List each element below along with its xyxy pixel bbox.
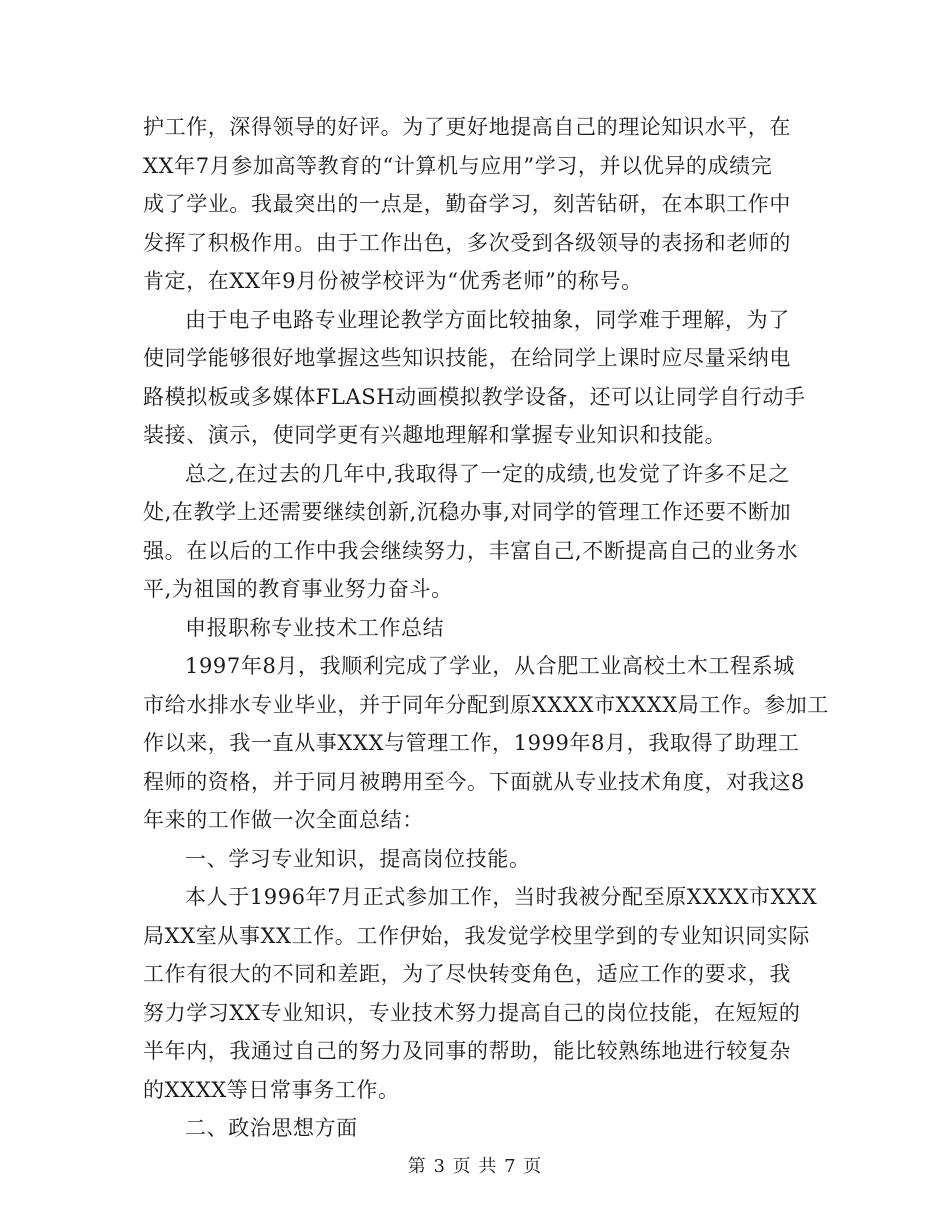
subheading-text: 一、学习专业知识，提高岗位技能。 bbox=[185, 846, 531, 871]
text-line: 发挥了积极作用。由于工作出色，多次受到各级领导的表扬和老师的 bbox=[143, 230, 791, 255]
text-line: 总之,在过去的几年中,我取得了一定的成绩,也发觉了许多不足之 bbox=[185, 461, 791, 486]
text-line: 护工作，深得领导的好评。为了更好地提高自己的理论知识水平，在 bbox=[143, 115, 791, 139]
paragraph-2 bbox=[143, 301, 811, 455]
section-title-text: 申报职称专业技术工作总结 bbox=[185, 615, 445, 640]
section-title bbox=[143, 609, 811, 648]
text-line: 局XX室从事XX工作。工作伊始，我发觉学校里学到的专业知识同实际 bbox=[143, 923, 810, 948]
text-line: 成了学业。我最突出的一点是，勤奋学习，刻苦钻研，在本职工作中 bbox=[143, 192, 791, 216]
paragraph-5 bbox=[143, 647, 829, 840]
text-line: 市给水排水专业毕业，并于同年分配到原XXXX市XXXX局工作。参加工 bbox=[143, 692, 829, 717]
text-line: 装接、演示，使同学更有兴趣地理解和掌握专业知识和技能。 bbox=[143, 423, 727, 447]
paragraph-3 bbox=[143, 455, 811, 609]
document-body bbox=[143, 108, 829, 1148]
text-line: 处,在教学上还需要继续创新,沉稳办事,对同学的管理工作还要不断加 bbox=[143, 500, 792, 524]
text-line: 1997年8月，我顺利完成了学业，从合肥工业高校土木工程系城 bbox=[185, 654, 795, 678]
text-line: 作以来，我一直从事XXX与管理工作，1999年8月，我取得了助理工 bbox=[143, 731, 800, 755]
page-number-footer: 第 3 页 共 7 页 bbox=[407, 1156, 543, 1177]
text-line: 的XXXX等日常事务工作。 bbox=[143, 1077, 400, 1102]
text-line: 半年内，我通过自己的努力及同事的帮助，能比较熟练地进行较复杂 bbox=[143, 1039, 791, 1063]
paragraph-7 bbox=[143, 878, 818, 1109]
text-line: 路模拟板或多媒体FLASH动画模拟教学设备，还可以让同学自行动手 bbox=[143, 384, 806, 409]
subheading-text: 二、政治思想方面 bbox=[185, 1116, 358, 1140]
text-line: 年来的工作做一次全面总结： bbox=[143, 808, 424, 832]
text-line: XX年7月参加高等教育的“计算机与应用”学习，并以优异的成绩完 bbox=[143, 153, 773, 178]
subheading-2 bbox=[143, 1109, 811, 1148]
paragraph-1 bbox=[143, 108, 811, 301]
text-line: 工作有很大的不同和差距，为了尽快转变角色，适应工作的要求，我 bbox=[143, 962, 791, 986]
text-line: 平,为祖国的教育事业努力奋斗。 bbox=[143, 577, 453, 601]
text-line: 本人于1996年7月正式参加工作，当时我被分配至原XXXX市XXX bbox=[185, 885, 818, 909]
text-line: 使同学能够很好地掌握这些知识技能，在给同学上课时应尽量采纳电 bbox=[143, 346, 791, 370]
subheading-1 bbox=[143, 840, 811, 879]
text-line: 强。在以后的工作中我会继续努力，丰富自己,不断提高自己的业务水 bbox=[143, 538, 799, 563]
text-line: 由于电子电路专业理论教学方面比较抽象，同学难于理解，为了 bbox=[185, 307, 790, 332]
text-line: 努力学习XX专业知识，专业技术努力提高自己的岗位技能，在短短的 bbox=[143, 1000, 801, 1025]
text-line: 肯定，在XX年9月份被学校评为“优秀老师”的称号。 bbox=[143, 269, 643, 293]
text-line: 程师的资格，并于同月被聘用至今。下面就从专业技术角度，对我这8 bbox=[143, 769, 805, 794]
